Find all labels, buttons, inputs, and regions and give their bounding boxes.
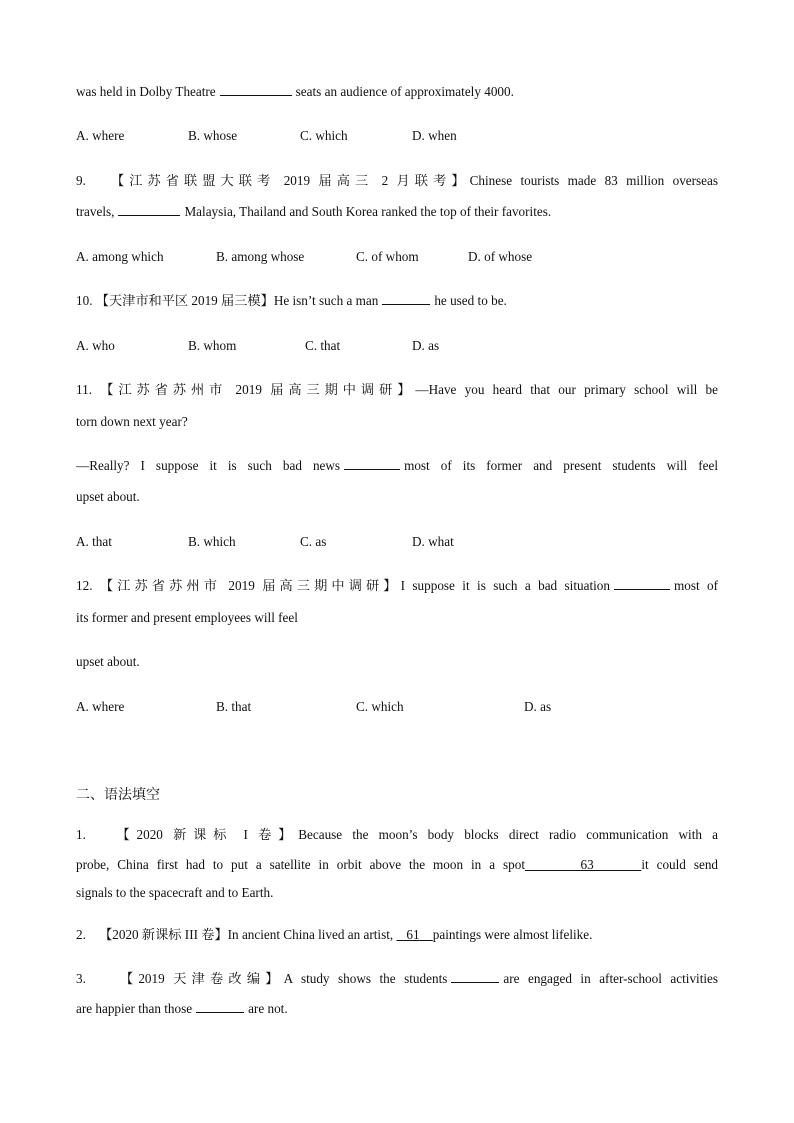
q10-text-before: He isn’t such a man (273, 293, 379, 308)
q12-stem-line1 (76, 577, 718, 595)
q11-source: 【江苏省苏州市 2019 届高三期中调研】 (100, 382, 416, 397)
q11-option-a: A. that (76, 534, 112, 549)
q9-text2-after: Malaysia, Thailand and South Korea ranked the top of their favorites. (184, 204, 552, 219)
f1-line2 (76, 856, 718, 874)
f1-source: 【2020 新课标 I 卷】 (116, 827, 299, 842)
q9-stem-line1 (76, 172, 718, 190)
f1-text1: Because the moon’s body blocks direct radio communication with a (298, 827, 719, 842)
q8-option-d: D. when (412, 128, 457, 143)
q10-option-a: A. who (76, 338, 115, 353)
f1-number: 1. (76, 827, 86, 842)
q10-blank (382, 292, 430, 305)
q10-number: 10. (76, 293, 93, 308)
q12-option-d: D. as (524, 699, 552, 714)
f1-blank-number: 63 (580, 857, 594, 872)
q8-text-after: seats an audience of approximately 4000. (295, 84, 514, 99)
q12-source: 【江苏省苏州市 2019 届高三期中调研】 (99, 578, 401, 593)
q9-stem-line2 (76, 203, 718, 221)
q11-option-c: C. as (300, 534, 327, 549)
f2-line (76, 926, 718, 944)
f3-source: 【2019 天津卷改编】 (119, 971, 284, 986)
f1-blank (525, 857, 641, 872)
q9-option-b: B. among whose (216, 249, 305, 264)
q11-stem-line2: torn down next year? (76, 414, 188, 429)
q11-number: 11. (76, 382, 92, 397)
f1-text2-before: probe, China first had to put a satellite in orbit above the moon in a spot (76, 857, 525, 872)
q8-text-before: was held in Dolby Theatre (76, 84, 216, 99)
q10-text-after: he used to be. (434, 293, 507, 308)
q12-text1-before: I suppose it is such a bad situation (400, 578, 610, 593)
q12-option-a: A. where (76, 699, 125, 714)
q9-source: 【江苏省联盟大联考 2019 届高三 2 月联考】 (111, 173, 470, 188)
q10-option-c: C. that (305, 338, 341, 353)
q11-blank (344, 457, 400, 470)
f3-text1-after: are engaged in after-school activities (503, 971, 719, 986)
q11-option-b: B. which (188, 534, 236, 549)
q10-option-d: D. as (412, 338, 440, 353)
f3-text1-before: A study shows the students (283, 971, 448, 986)
q9-blank (118, 203, 180, 216)
q12-stem-line2: its former and present employees will feel (76, 610, 298, 625)
q9-text: Chinese tourists made 83 million overseas (469, 173, 719, 188)
f2-blank (396, 927, 432, 942)
q12-blank (614, 577, 670, 590)
f2-text-after: paintings were almost lifelike. (432, 927, 593, 942)
q11-text3-before: —Really? I suppose it is such bad news (76, 458, 341, 473)
q12-option-b: B. that (216, 699, 252, 714)
q11-option-d: D. what (412, 534, 454, 549)
f1-line3: signals to the spacecraft and to Earth. (76, 885, 274, 900)
f3-text2-after: are not. (248, 1001, 288, 1016)
q8-option-c: C. which (300, 128, 348, 143)
f1-line1 (76, 826, 718, 844)
f3-blank-2 (196, 1000, 244, 1013)
q10-stem (76, 292, 718, 310)
f1-text2-after: it could send (641, 857, 719, 872)
q11-stem-line4: upset about. (76, 489, 140, 504)
q12-number: 12. (76, 578, 93, 593)
q8-stem-tail (76, 83, 718, 101)
q11-text3-after: most of its former and present students will feel (404, 458, 718, 473)
q9-option-d: D. of whose (468, 249, 533, 264)
f3-text2-before: are happier than those (76, 1001, 193, 1016)
q12-stem-line3: upset about. (76, 654, 140, 669)
q10-source: 【天津市和平区 2019 届三模】 (95, 293, 274, 308)
f2-source: 【2020 新课标 III 卷】 (99, 927, 228, 942)
q10-option-b: B. whom (188, 338, 237, 353)
q8-option-b: B. whose (188, 128, 238, 143)
q9-option-a: A. among which (76, 249, 164, 264)
q8-blank (220, 83, 292, 96)
q11-stem-line3 (76, 457, 718, 475)
q11-stem-line1 (76, 381, 718, 399)
q9-number: 9. (76, 173, 86, 188)
f2-blank-number: 61 (406, 927, 420, 942)
q9-option-c: C. of whom (356, 249, 419, 264)
f3-number: 3. (76, 971, 86, 986)
section-title: 二、语法填空 (76, 787, 160, 803)
f2-number: 2. (76, 927, 86, 942)
f3-line2 (76, 1000, 718, 1018)
f2-text-before: In ancient China lived an artist, (227, 927, 394, 942)
q12-text1-after: most of (673, 578, 719, 593)
f3-blank-1 (451, 970, 499, 983)
q12-option-c: C. which (356, 699, 404, 714)
q11-text1: —Have you heard that our primary school will be (415, 382, 719, 397)
q8-option-a: A. where (76, 128, 125, 143)
q9-text2-before: travels, (76, 204, 115, 219)
f3-line1 (76, 970, 718, 988)
